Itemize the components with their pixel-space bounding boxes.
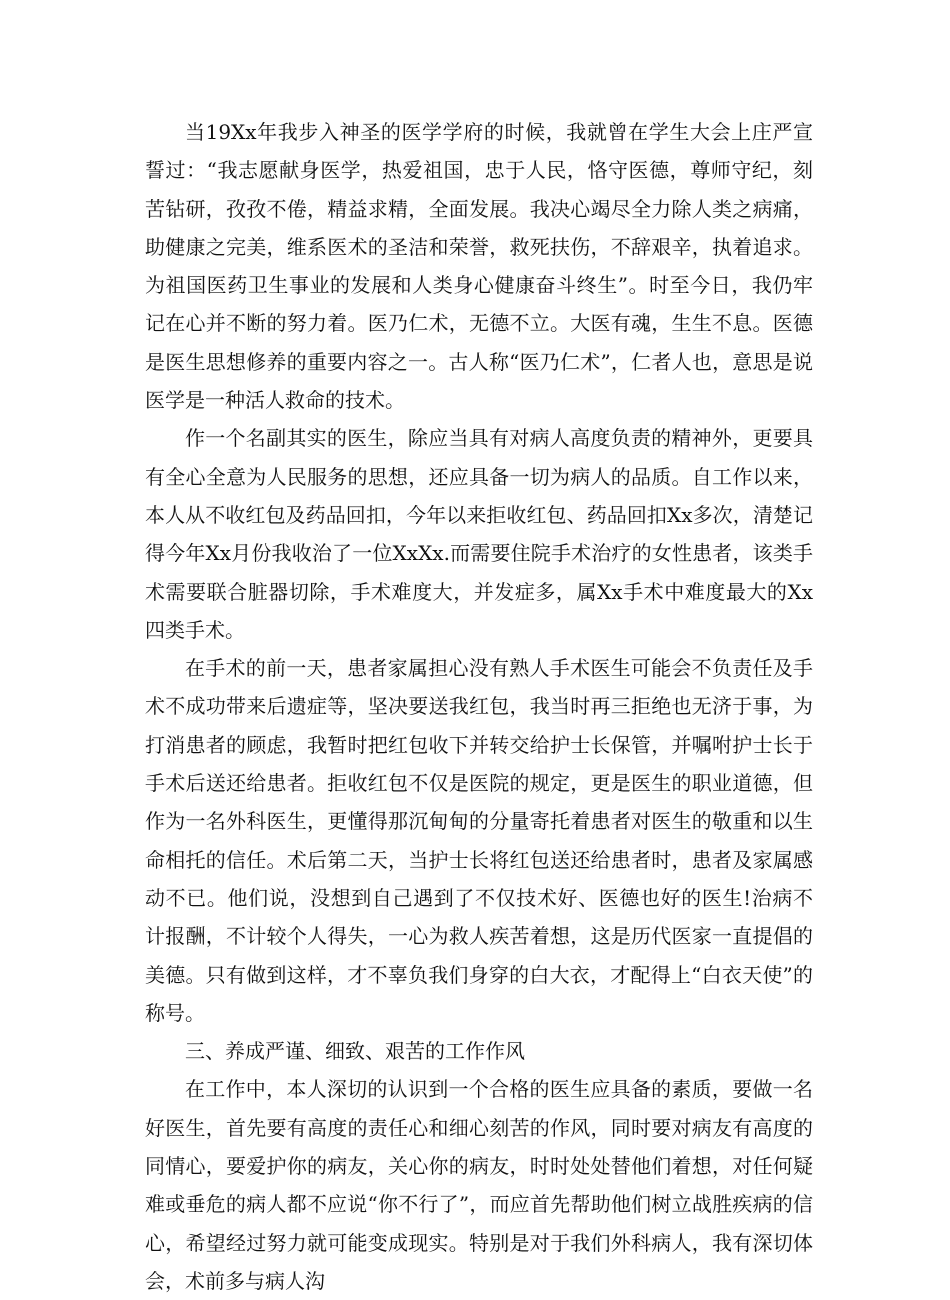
document-body xyxy=(145,113,813,1300)
paragraph-work-style: 在工作中，本人深切的认识到一个合格的医生应具备的素质，要做一名好医生，首先要有高度的责任心和细心刻苦的作风，同时要对病友有高度的同情心，要爱护你的病友，关心你的病友，时时处处替他们着想，对任何疑难或垂危的病人都不应说“你不行了”，而应首先帮助他们树立战胜疾病的信心，希望经过努力就可能变成现实。特别是对于我们外科病人，我有深切体会，术前多与病人沟 xyxy=(145,1077,813,1293)
section-heading: 三、养成严谨、细致、艰苦的工作作风 xyxy=(185,1039,525,1064)
paragraph-surgery-story: 在手术的前一天，患者家属担心没有熟人手术医生可能会不负责任及手术不成功带来后遗症等，坚决要送我红包，我当时再三拒绝也无济于事，为打消患者的顾虑，我暂时把红包收下并转交给护士长保管，并嘱咐护士长于手术后送还给患者。拒收红包不仅是医院的规定，更是医生的职业道德，但作为一名外科医生，更懂得那沉甸甸的分量寄托着患者对医生的敬重和以生命相托的信任。术后第二天，当护士长将红包送还给患者时，患者及家属感动不已。他们说，没想到自己遇到了不仅技术好、医德也好的医生!治病不计报酬，不计较个人得失，一心为救人疾苦着想，这是历代医家一直提倡的美德。只有做到这样，才不辜负我们身穿的白大衣，才配得上“白衣天使”的称号。 xyxy=(145,656,813,1025)
paragraph-refusing-red-envelopes: 作一个名副其实的医生，除应当具有对病人高度负责的精神外，更要具有全心全意为人民服务的思想，还应具备一切为病人的品质。自工作以来，本人从不收红包及药品回扣，今年以来拒收红包、药品回扣Xx多次，清楚记得今年Xx月份我收治了一位XxXx.而需要住院手术治疗的女性患者，该类手术需要联合脏器切除，手术难度大，并发症多，属Xx手术中难度最大的Xx四类手术。 xyxy=(145,426,813,642)
paragraph-oath: 当19Xx年我步入神圣的医学学府的时候，我就曾在学生大会上庄严宣誓过：“我志愿献身医学，热爱祖国，忠于人民，恪守医德，尊师守纪，刻苦钻研，孜孜不倦，精益求精，全面发展。我决心竭尽全力除人类之病痛，助健康之完美，维系医术的圣洁和荣誉，救死扶伤，不辞艰辛，执着追求。为祖国医药卫生事业的发展和人类身心健康奋斗终生”。时至今日，我仍牢记在心并不断的努力着。医乃仁术，无德不立。大医有魂，生生不息。医德是医生思想修养的重要内容之一。古人称“医乃仁术”，仁者人也，意思是说医学是一种活人救命的技术。 xyxy=(145,120,813,413)
